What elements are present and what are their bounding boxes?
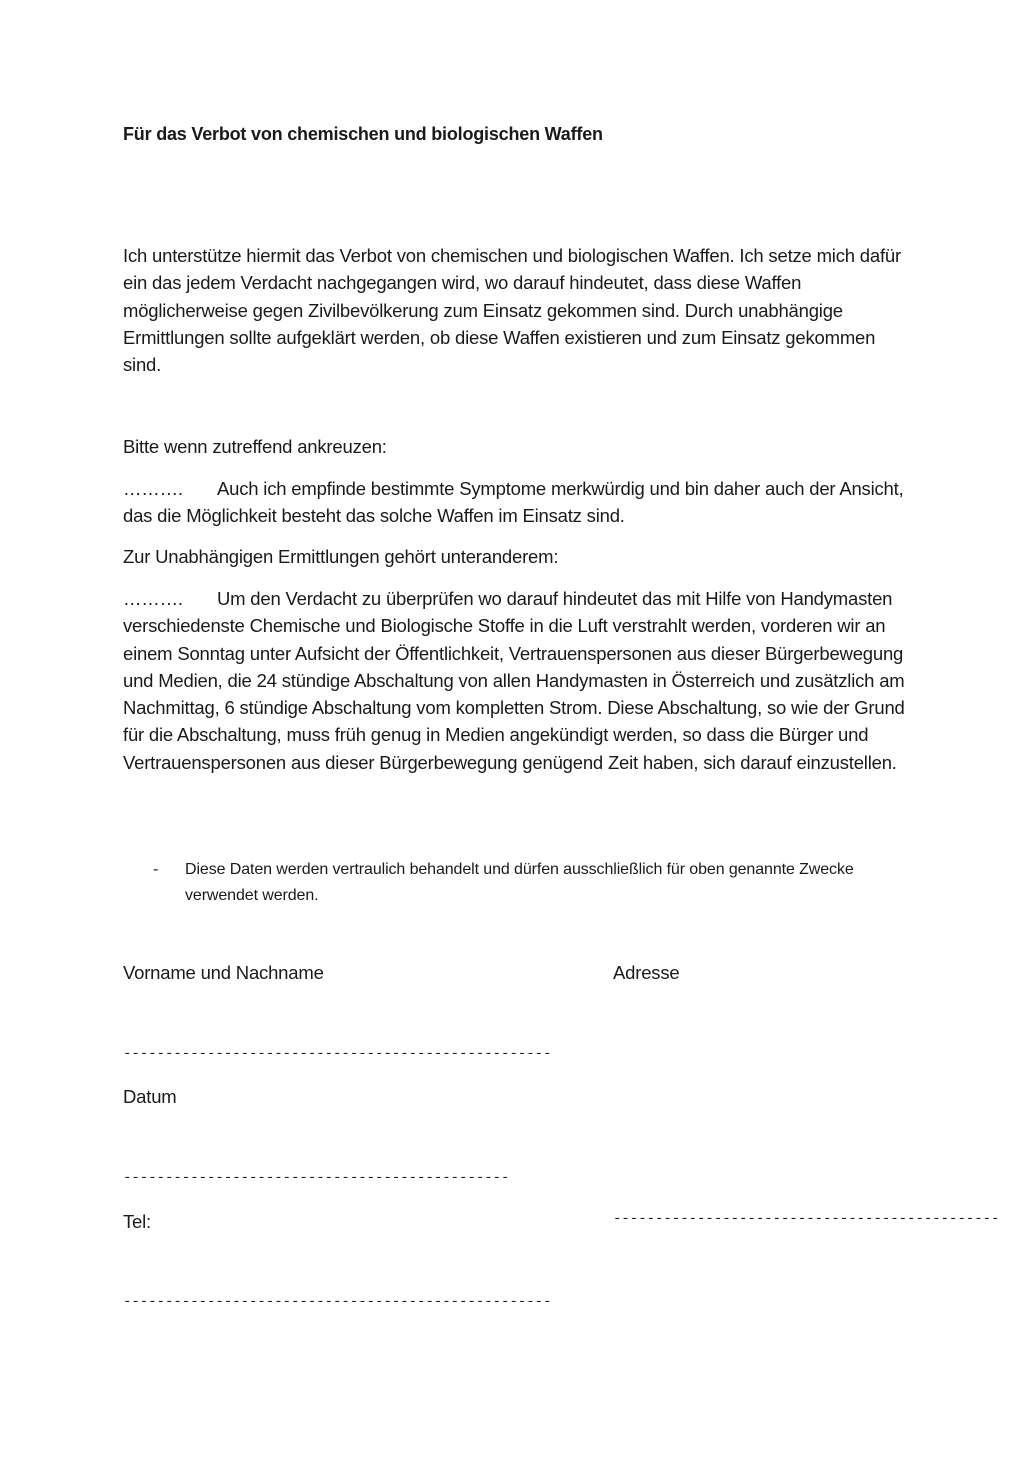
name-label: Vorname und Nachname bbox=[123, 962, 324, 983]
tel-signature-line[interactable]: --------------------------------------------------- bbox=[123, 1294, 552, 1310]
checkbox-item-label: Um den Verdacht zu überprüfen wo darauf hindeutet das mit Hilfe von Handymasten verschiedenste Chemische und Biologische Stoffe in die Luft verstrahlt werden, vorderen wir an einem Sonntag unter Aufsicht der Öffentlichkeit, Vertrauenspersonen aus dieser Bürgerbewegung und Medien, die 24 stündige Abschaltung von allen Handymasten in Österreich und zusätzlich am Nachmittag, 6 stündige Abschaltung vom kompletten Strom. Diese Abschaltung, so wie der Grund für die Abschaltung, muss früh genug in Medien angekündigt werden, so dass die Bürger und Vertrauenspersonen aus dieser Bürgerbewegung genügend Zeit haben, sich darauf einzustellen. bbox=[123, 588, 905, 773]
date-signature-line[interactable]: ---------------------------------------------- bbox=[123, 1170, 510, 1186]
name-signature-line[interactable]: --------------------------------------------------- bbox=[123, 1046, 552, 1062]
note-bullet: - bbox=[153, 861, 159, 878]
checkbox-item-shutdown-content bbox=[123, 585, 913, 776]
checkbox-item-symptoms[interactable] bbox=[123, 475, 913, 530]
privacy-note: Diese Daten werden vertraulich behandelt und dürfen ausschließlich für oben genannte Zwecke verwendet werden. bbox=[185, 861, 854, 904]
checkbox-item-symptoms-content bbox=[123, 475, 913, 530]
checkbox-marker[interactable]: ………. bbox=[123, 588, 183, 609]
subheading-text: Zur Unabhängigen Ermittlungen gehört unteranderem: bbox=[123, 546, 559, 567]
document-title: Für das Verbot von chemischen und biologischen Waffen bbox=[123, 124, 603, 144]
instruction-text: Bitte wenn zutreffend ankreuzen: bbox=[123, 436, 387, 457]
address-label: Adresse bbox=[613, 962, 680, 983]
checkbox-marker[interactable]: ………. bbox=[123, 478, 183, 499]
intro-paragraph: Ich unterstütze hiermit das Verbot von chemischen und biologischen Waffen. Ich setze mich dafür ein das jedem Verdacht nachgegangen wird, wo darauf hindeutet, dass diese Waffen möglicherweise gegen Zivilbevölkerung zum Einsatz gekommen sind. Durch unabhängige Ermittlungen sollte aufgeklärt werden, ob diese Waffen existieren und zum Einsatz gekommen sind. bbox=[123, 245, 901, 376]
date-label: Datum bbox=[123, 1086, 177, 1107]
tel-label: Tel: bbox=[123, 1211, 151, 1232]
checkbox-item-shutdown[interactable] bbox=[123, 585, 913, 776]
checkbox-item-label: Auch ich empfinde bestimmte Symptome merkwürdig und bin daher auch der Ansicht, das die Möglichkeit besteht das solche Waffen im Einsatz sind. bbox=[123, 478, 904, 527]
address-signature-line[interactable]: ---------------------------------------------- bbox=[613, 1211, 1000, 1227]
